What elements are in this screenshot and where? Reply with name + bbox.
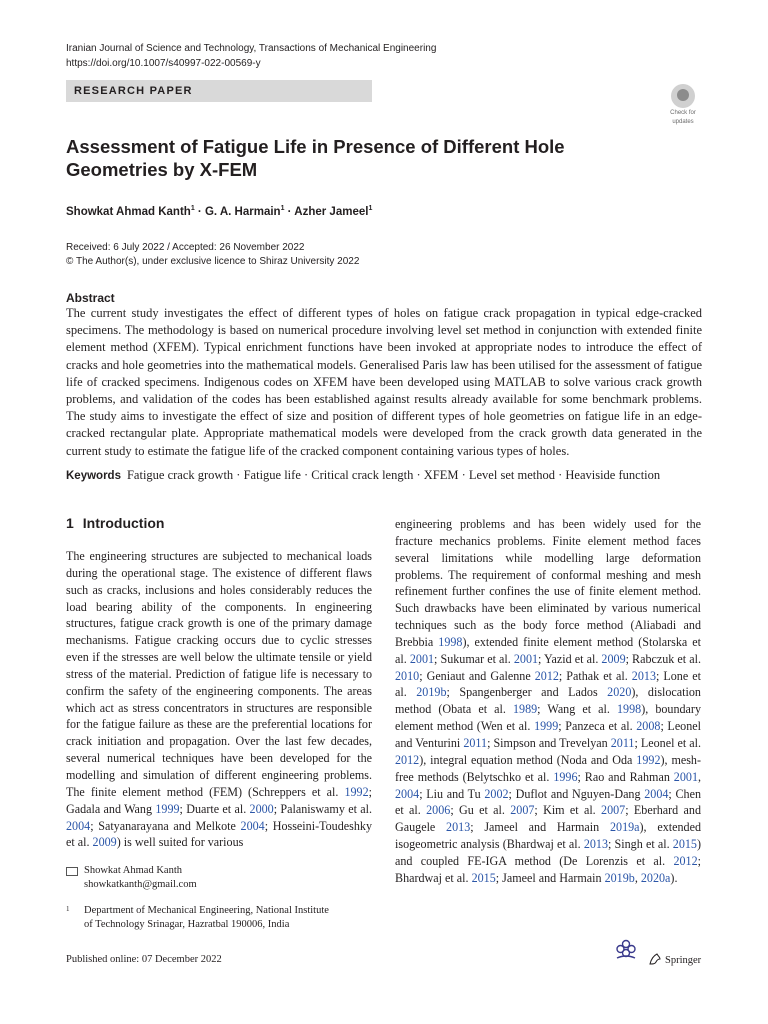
citation-link[interactable]: 2007 [601, 803, 626, 818]
citation-link[interactable]: 2013 [631, 668, 656, 683]
abstract-text: The current study investigates the effect of different types of holes on fatigue crack propagation in typical edge-cracked specimens. The methodology is based on numerical procedure involving level set method in conjunction with extended finite element method (XFEM). Typical enrichment functions have been invoked at appropriate nodes to introduce the effect of cracks and hole geometries into the mathematical models. Generalised Paris law has been utilised for the assessment of fatigue life of cracked specimens. Indigenous codes on XFEM have been developed using MATLAB to solve various crack growth problems, and validation of the codes has been established against results already available for some benchmark problems. The study aims to investigate the effect of size and position of different types of hole geometries on fatigue life in an edge-cracked rectangular plate. Appropriate mathematical models were developed from the crack growth data generated in the current study to estimate the fatigue life of the cracked component containing various types of holes. [66, 306, 702, 458]
citation-link[interactable]: 1999 [155, 801, 180, 816]
citation-link[interactable]: 2002 [484, 786, 509, 801]
copyright-notice: © The Author(s), under exclusive licence to Shiraz University 2022 [66, 256, 360, 267]
body-text: ; Pathak et al. [558, 668, 632, 683]
body-text: ), boundary element method (Wen et al. [395, 702, 701, 734]
citation-link[interactable]: 2000 [249, 801, 274, 816]
journal-name: Iranian Journal of Science and Technology, Transactions of Mechanical Engineering [66, 43, 437, 54]
body-text: ; Rao and Rahman [577, 769, 674, 784]
body-text: ; Palaniswamy et al. [273, 801, 372, 816]
citation-link[interactable]: 2013 [446, 820, 471, 835]
affiliation-line: Department of Mechanical Engineering, National Institute [84, 905, 329, 916]
corresponding-author: Showkat Ahmad Kanth [84, 865, 182, 876]
published-date: Published online: 07 December 2022 [66, 954, 222, 965]
body-text: ; Panzeca et al. [558, 719, 637, 734]
author-affil-sup: 1 [190, 205, 195, 212]
citation-link[interactable]: 2010 [395, 668, 420, 683]
body-text: ; Simpson and Trevelyan [487, 735, 611, 750]
check-updates-icon [671, 84, 695, 108]
body-text: ; Duflot and Nguyen-Dang [508, 786, 645, 801]
correspondence [66, 864, 197, 892]
citation-link[interactable]: 2012 [534, 668, 559, 683]
citation-link[interactable]: 1998 [617, 702, 642, 717]
citation-link[interactable]: 1999 [534, 719, 559, 734]
body-text: ; Rabczuk et al. [625, 651, 701, 666]
citation-link[interactable]: 2001 [513, 651, 539, 666]
citation-link[interactable]: 2004 [240, 818, 265, 833]
citation-link[interactable]: 2008 [636, 719, 661, 734]
journal-header [66, 41, 436, 71]
body-text: engineering problems and has been widely used for the fracture mechanics problems. Finite element method faces several limitations while modelling large deformation problems. The requirement of conformal meshing and mesh refinement further confines the use of finite element method. Such drawbacks have been eliminated by various numerical techniques such as the body force method (Aliabadi and Brebbia [395, 517, 701, 649]
article-type-label: RESEARCH PAPER [74, 85, 193, 97]
check-updates-line2: updates [672, 118, 694, 125]
doi-link[interactable]: https://doi.org/10.1007/s40997-022-00569-y [66, 58, 261, 69]
citation-link[interactable]: 2020a [640, 870, 671, 885]
body-text: ; Lone et al. [395, 668, 701, 700]
body-text: ), extended finite element method (Stolarska et al. [395, 634, 701, 666]
body-text: ; Sukumar et al. [434, 651, 514, 666]
body-text: ; Singh et al. [608, 837, 673, 852]
body-text: ; Satyanarayana and Melkote [90, 818, 241, 833]
shiraz-university-logo [610, 938, 642, 965]
citation-link[interactable]: 1989 [512, 702, 538, 717]
publisher-logo [648, 952, 701, 966]
body-text: ; Leonel and Venturini [395, 719, 702, 750]
citation-link[interactable]: 2004 [66, 818, 91, 833]
corresponding-email[interactable]: showkatkanth@gmail.com [84, 879, 197, 890]
affiliation [66, 904, 366, 932]
received-accepted: Received: 6 July 2022 / Accepted: 26 November 2022 [66, 242, 305, 253]
body-text: ; Liu and Tu [419, 786, 485, 801]
body-text: ; Chen et al. [395, 786, 701, 818]
body-text: ; Kim et al. [534, 803, 602, 818]
body-text: ), extended isogeometric analysis (Bhardwaj et al. [395, 820, 701, 852]
body-text: ; Yazid et al. [538, 651, 602, 666]
body-text: ; Hosseini-Toudeshky et al. [66, 818, 372, 850]
body-text: ; Bhardwaj et al. [395, 853, 701, 885]
author-name[interactable]: Showkat Ahmad Kanth [66, 205, 191, 218]
citation-link[interactable]: 1992 [344, 784, 369, 799]
author-list: Showkat Ahmad Kanth$^1$ · G. A. Harmain$^1$ · Azher Jameel$^1$ [66, 205, 373, 218]
affiliation-number: 1 [66, 905, 70, 913]
citation-link[interactable]: 2012 [673, 853, 698, 868]
section-number: 1 [66, 515, 74, 531]
body-text: ) and coupled FE-IGA method (De Lorenzis et al. [395, 837, 701, 868]
body-text: , [697, 769, 702, 784]
keywords-text: Fatigue crack growth · Fatigue life · Critical crack length · XFEM · Level set method · Heaviside function [126, 468, 661, 482]
body-text: , [634, 870, 641, 885]
citation-link[interactable]: 2015 [471, 870, 496, 885]
section-heading-introduction [66, 515, 164, 531]
check-updates-line1: Check for [670, 110, 696, 116]
citation-link[interactable]: 2019a [609, 820, 640, 835]
citation-link[interactable]: 1998 [438, 634, 463, 649]
citation-link[interactable]: 1992 [636, 752, 661, 767]
section-title: Introduction [82, 515, 165, 531]
citation-link[interactable]: 2001 [673, 769, 698, 784]
body-column-left [66, 548, 372, 851]
envelope-icon [66, 867, 78, 876]
publisher-name: Springer [665, 955, 702, 966]
body-text: ; Jameel and Harmain [470, 820, 610, 835]
citation-link[interactable]: 2009 [601, 651, 626, 666]
springer-horse-icon [648, 952, 662, 966]
body-text: ), mesh-free methods (Belytschko et al. [395, 752, 701, 784]
citation-link[interactable]: 2011 [463, 735, 488, 750]
body-text: ; Wang et al. [537, 702, 617, 717]
citation-link[interactable]: 2020 [607, 685, 632, 700]
body-text: ; Duarte et al. [179, 801, 250, 816]
paper-title: Assessment of Fatigue Life in Presence of Different Hole Geometries by X-FEM [66, 136, 565, 180]
body-text: ; Eberhard and Gaugele [395, 803, 701, 835]
body-text: ), dislocation method (Obata et al. [395, 685, 701, 717]
citation-link[interactable]: 2013 [583, 837, 609, 852]
body-text: ; Gu et al. [450, 803, 511, 818]
citation-link[interactable]: 1996 [553, 769, 578, 784]
body-text: ) is well suited for various [116, 835, 244, 850]
citation-link[interactable]: 2001 [409, 651, 435, 666]
body-text: ; Jameel and Harmain [495, 870, 605, 885]
shiraz-logo-icon [613, 938, 639, 960]
author-name[interactable]: G. A. Harmain [204, 205, 281, 218]
body-text: ), integral equation method (Noda and Oda [419, 752, 637, 767]
check-for-updates-badge[interactable] [664, 84, 702, 125]
citation-link[interactable]: 2004 [644, 786, 669, 801]
body-text: ). [670, 870, 678, 885]
article-type-banner [66, 80, 372, 102]
body-text: The engineering structures are subjected to mechanical loads during the operational stage. The existence of different flaws such as cracks, inclusions and holes considerably reduces the load bearing ability of the components. In engineering structures, fatigue crack growth is one of the primary damage mechanisms. Fatigue cracking occurs due to cyclic stresses even if the stresses are well below the ultimate tensile or yield stress of the material. Prediction of fatigue life is necessary to confirm the safety of the engineering components. The areas which act as stress concentrators in structures are responsible for the fatigue failure as these are the preferential locations for crack initiation and propagation. Over the last few decades, several numerical techniques have been developed for the modelling and simulation of different engineering problems. The finite element method (FEM) (Schreppers et al. [66, 549, 372, 799]
body-column-right [395, 516, 701, 887]
citation-link[interactable]: 2011 [610, 735, 635, 750]
body-text: ; Geniaut and Galenne [419, 668, 535, 683]
abstract-heading: Abstract [66, 291, 115, 305]
citation-link[interactable]: 2015 [672, 837, 697, 852]
body-text: ; Leonel et al. [634, 735, 701, 750]
author-name[interactable]: Azher Jameel [294, 205, 369, 218]
citation-link[interactable]: 2006 [426, 803, 451, 818]
article-dates [66, 241, 359, 269]
citation-link[interactable]: 2012 [395, 752, 420, 767]
citation-link[interactable]: 2019b [416, 685, 447, 700]
citation-link[interactable]: 2019b [604, 870, 635, 885]
author-affil-sup: 1 [368, 205, 373, 212]
citation-link[interactable]: 2004 [395, 786, 420, 801]
author-affil-sup: 1 [280, 205, 285, 212]
keywords-label: Keywords [66, 470, 121, 482]
affiliation-line: of Technology Srinagar, Hazratbal 190006, India [84, 919, 290, 930]
keywords [66, 468, 726, 483]
citation-link[interactable]: 2009 [92, 835, 117, 850]
body-text: ; Gadala and Wang [66, 784, 372, 816]
citation-link[interactable]: 2007 [510, 803, 535, 818]
body-text: ; Spangenberger and Lados [446, 685, 608, 700]
